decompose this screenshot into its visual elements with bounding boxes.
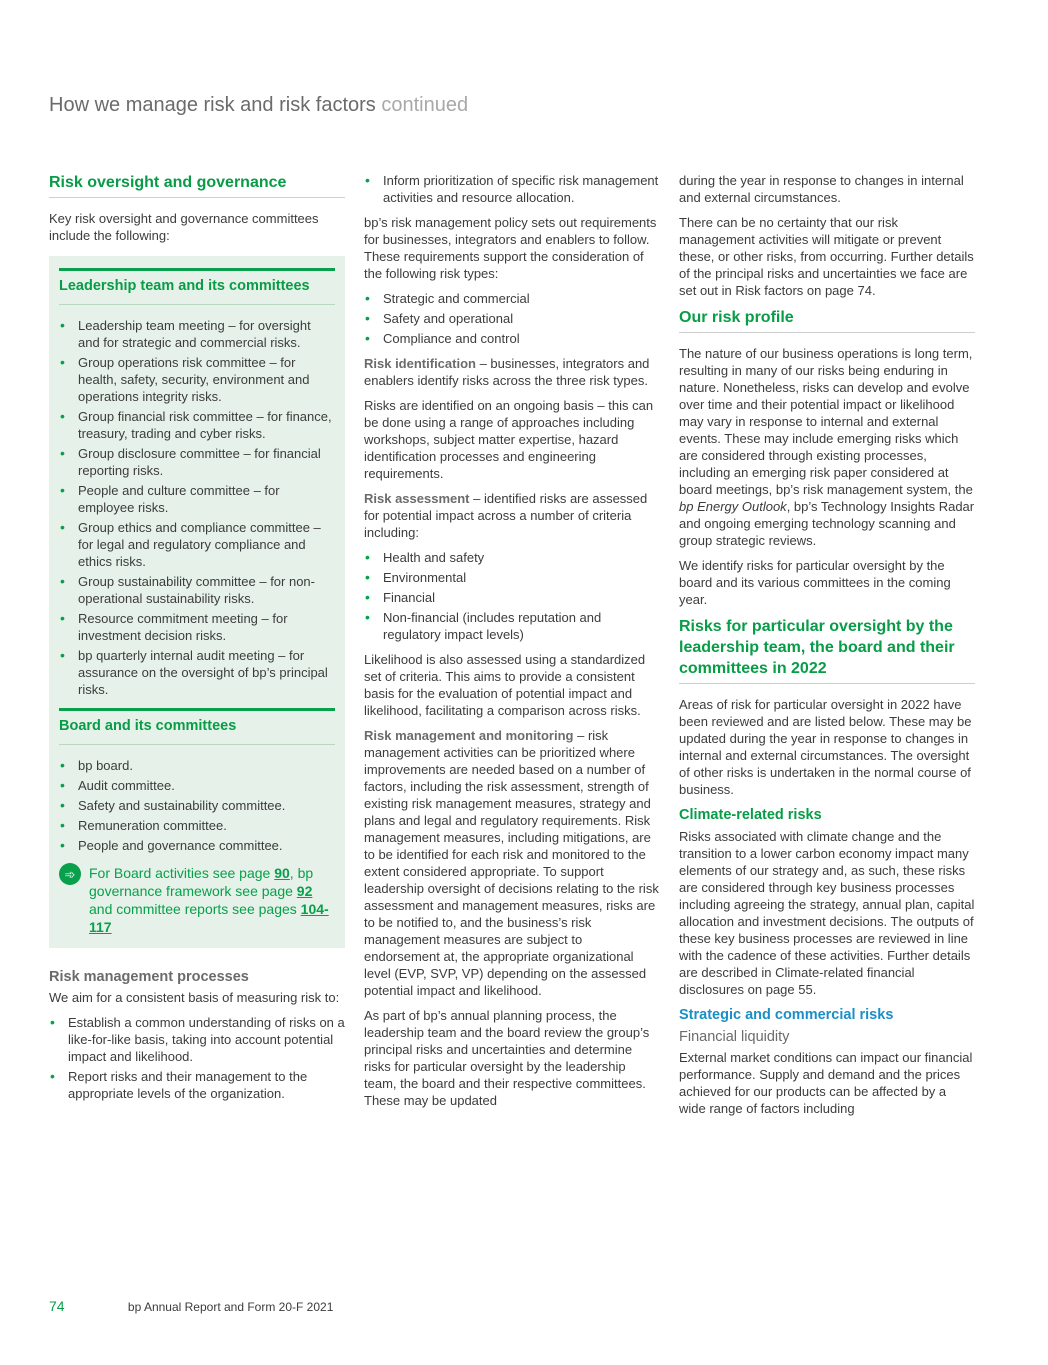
- heading-financial-liquidity: Financial liquidity: [679, 1029, 790, 1045]
- monitoring-paragraph: [364, 727, 660, 999]
- intro-paragraph: Key risk oversight and governance committees include the following:: [49, 211, 319, 243]
- profile-text-1: The nature of our business operations is long term, resulting in many of our risks being enduring in nature. Nonetheless, risks can develop and evolve over time and their potential impact or likelihood may vary in response to internal and external events. These may include emerging risks which are considered through existing processes, including an emerging risk paper considered at board meetings, bp’s risk management system, the: [679, 346, 973, 497]
- list-item: • Report risks and their management to the appropriate levels of the organization.: [49, 1068, 345, 1102]
- processes-list: [49, 1014, 345, 1102]
- list-item: • Environmental: [364, 569, 660, 586]
- column-2: [364, 172, 660, 1117]
- assessment-text: – identified risks are assessed for potential impact across a number of criteria including:: [364, 491, 648, 540]
- page-link-104-117[interactable]: 104-117: [89, 901, 329, 935]
- continued-paragraph: during the year in response to changes in internal and external circumstances.: [679, 173, 964, 205]
- list-item: • bp quarterly internal audit meeting – for assurance on the oversight of bp’s principal risks.: [59, 647, 335, 698]
- identify-paragraph: We identify risks for particular oversight by the board and its various committees in the coming year.: [679, 558, 951, 607]
- report-name: bp Annual Report and Form 20-F 2021: [127, 1300, 334, 1314]
- list-item: • Group disclosure committee – for financial reporting risks.: [59, 445, 335, 479]
- heading-particular-oversight: Risks for particular oversight by the leadership team, the board and their committees in 2022: [679, 616, 975, 684]
- page-link-92[interactable]: 92: [296, 883, 313, 899]
- profile-text-2: , bp’s Technology Insights Radar and ongoing emerging technology scanning and group strategic reviews.: [679, 499, 975, 548]
- list-item: • bp board.: [59, 757, 335, 774]
- list-item: • Group operations risk committee – for health, safety, security, environment and operations integrity risks.: [59, 354, 335, 405]
- monitoring-text: – risk management activities can be prioritized where improvements are needed based on a number of factors, including the risk assessment, strength of existing risk management measures, strategy and plans and legal and regulatory requirements. Risk management measures, including mitigations, are to be identified for each risk and monitored to the extent considered appropriate. To support leadership oversight of decisions relating to the risk assessment and management measures, risks are to be notified to, and the business’s risk management measures are subject to endorsement at, the appropriate organizational level (EVP, SVP, VP) depending on the assessed potential impact and likelihood.: [364, 728, 659, 998]
- title-text: How we manage risk and risk factors: [49, 94, 376, 116]
- title-continued: continued: [381, 94, 469, 116]
- board-crossref[interactable]: [59, 864, 335, 936]
- list-item: • People and governance committee.: [59, 837, 335, 854]
- column-1: [49, 172, 345, 1110]
- processes-intro: We aim for a consistent basis of measuring risk to:: [49, 990, 340, 1005]
- crossref-text-1: For Board activities see page: [89, 865, 275, 881]
- list-item: • Compliance and control: [364, 330, 660, 347]
- crossref-text-2: , bp governance framework see page: [89, 865, 314, 899]
- list-item: • Remuneration committee.: [59, 817, 335, 834]
- list-item: • Safety and sustainability committee.: [59, 797, 335, 814]
- profile-paragraph: [679, 345, 975, 549]
- list-item: • Strategic and commercial: [364, 290, 660, 307]
- column-3: [679, 172, 975, 1125]
- page-number: 74: [49, 1298, 65, 1314]
- list-item: • Group ethics and compliance committee – for legal and regulatory compliance and ethics risks.: [59, 519, 335, 570]
- monitoring-lead: Risk management and monitoring: [364, 728, 574, 743]
- list-item: • Health and safety: [364, 549, 660, 566]
- heading-climate-risks: Climate-related risks: [679, 807, 822, 823]
- crossref-text[interactable]: [89, 864, 335, 936]
- page-footer: [49, 1298, 333, 1316]
- policy-paragraph: bp’s risk management policy sets out requirements for businesses, integrators and enablers to follow. These requirements support the consideration of the following risk types:: [364, 215, 657, 281]
- crossref-text-3: and committee reports see pages: [89, 901, 301, 917]
- heading-leadership-team: Leadership team and its committees: [59, 268, 335, 305]
- list-item: • Inform prioritization of specific risk management activities and resource allocation.: [364, 172, 660, 206]
- list-item: • Resource commitment meeting – for investment decision risks.: [59, 610, 335, 644]
- oversight-paragraph: Areas of risk for particular oversight in 2022 have been reviewed and are listed below. These may be updated during the year in response to changes in internal and external circumstances. The oversight of other risks is undertaken in the normal course of business.: [679, 697, 972, 797]
- list-item: • Audit committee.: [59, 777, 335, 794]
- assessment-lead: Risk assessment: [364, 491, 470, 506]
- list-item: • Establish a common understanding of risks on a like-for-like basis, taking into account potential impact and likelihood.: [49, 1014, 345, 1065]
- page-link-90[interactable]: 90: [274, 865, 290, 881]
- continued-list: [364, 172, 660, 206]
- climate-paragraph: Risks associated with climate change and the transition to a lower carbon economy impact many elements of our strategy and, as such, these risks are considered through key business processes including agreeing the strategy, annual plan, capital allocation and investment decisions. The outputs of these key business processes are reviewed in line with the cadence of these activities. Further details are described in Climate-related financial disclosures on page 55.: [679, 829, 975, 997]
- arrow-circle-icon: ➾: [59, 863, 81, 885]
- page-title: [49, 92, 468, 118]
- planning-paragraph: As part of bp’s annual planning process, the leadership team and the board review the group’s principal risks and uncertainties and determine risks for particular oversight by the leadership team, the board and their respective committees. These may be updated: [364, 1008, 650, 1108]
- committees-box: [49, 256, 345, 948]
- list-item: • Group sustainability committee – for non-operational sustainability risks.: [59, 573, 335, 607]
- likelihood-paragraph: Likelihood is also assessed using a standardized set of criteria. This aims to provide a consistent basis for the evaluation of potential impact and likelihood, facilitating a comparison across risks.: [364, 652, 646, 718]
- list-item: • Leadership team meeting – for oversight and for strategic and commercial risks.: [59, 317, 335, 351]
- heading-strategic-commercial: Strategic and commercial risks: [679, 1007, 894, 1023]
- criteria-list: [364, 549, 660, 643]
- identification-paragraph: [364, 355, 660, 389]
- certainty-paragraph: There can be no certainty that our risk management activities will mitigate or prevent these, or other risks, from occurring. Further details of the principal risks and uncertainties we face are set out in Risk factors on page 74.: [679, 215, 974, 298]
- list-item: • Group financial risk committee – for finance, treasury, trading and cyber risks.: [59, 408, 335, 442]
- board-list: [59, 757, 335, 854]
- list-item: • Safety and operational: [364, 310, 660, 327]
- heading-risk-oversight: Risk oversight and governance: [49, 172, 345, 198]
- ongoing-paragraph: Risks are identified on an ongoing basis – this can be done using a range of approaches including workshops, subject matter expertise, hazard identification processes and engineering requirements.: [364, 398, 654, 481]
- identification-text: – businesses, integrators and enablers identify risks across the three risk types.: [364, 356, 650, 388]
- liquidity-paragraph: External market conditions can impact our financial performance. Supply and demand and the prices achieved for our products can be affected by a wide range of factors including: [679, 1050, 973, 1116]
- heading-risk-profile: Our risk profile: [679, 307, 975, 333]
- identification-lead: Risk identification: [364, 356, 476, 371]
- profile-emphasis: bp Energy Outlook: [679, 499, 787, 514]
- list-item: • Non-financial (includes reputation and regulatory impact levels): [364, 609, 660, 643]
- heading-risk-processes: Risk management processes: [49, 969, 249, 985]
- assessment-paragraph: [364, 490, 660, 541]
- list-item: • People and culture committee – for employee risks.: [59, 482, 335, 516]
- heading-board-committees: Board and its committees: [59, 708, 335, 745]
- list-item: • Financial: [364, 589, 660, 606]
- leadership-list: [59, 317, 335, 698]
- risk-types-list: [364, 290, 660, 347]
